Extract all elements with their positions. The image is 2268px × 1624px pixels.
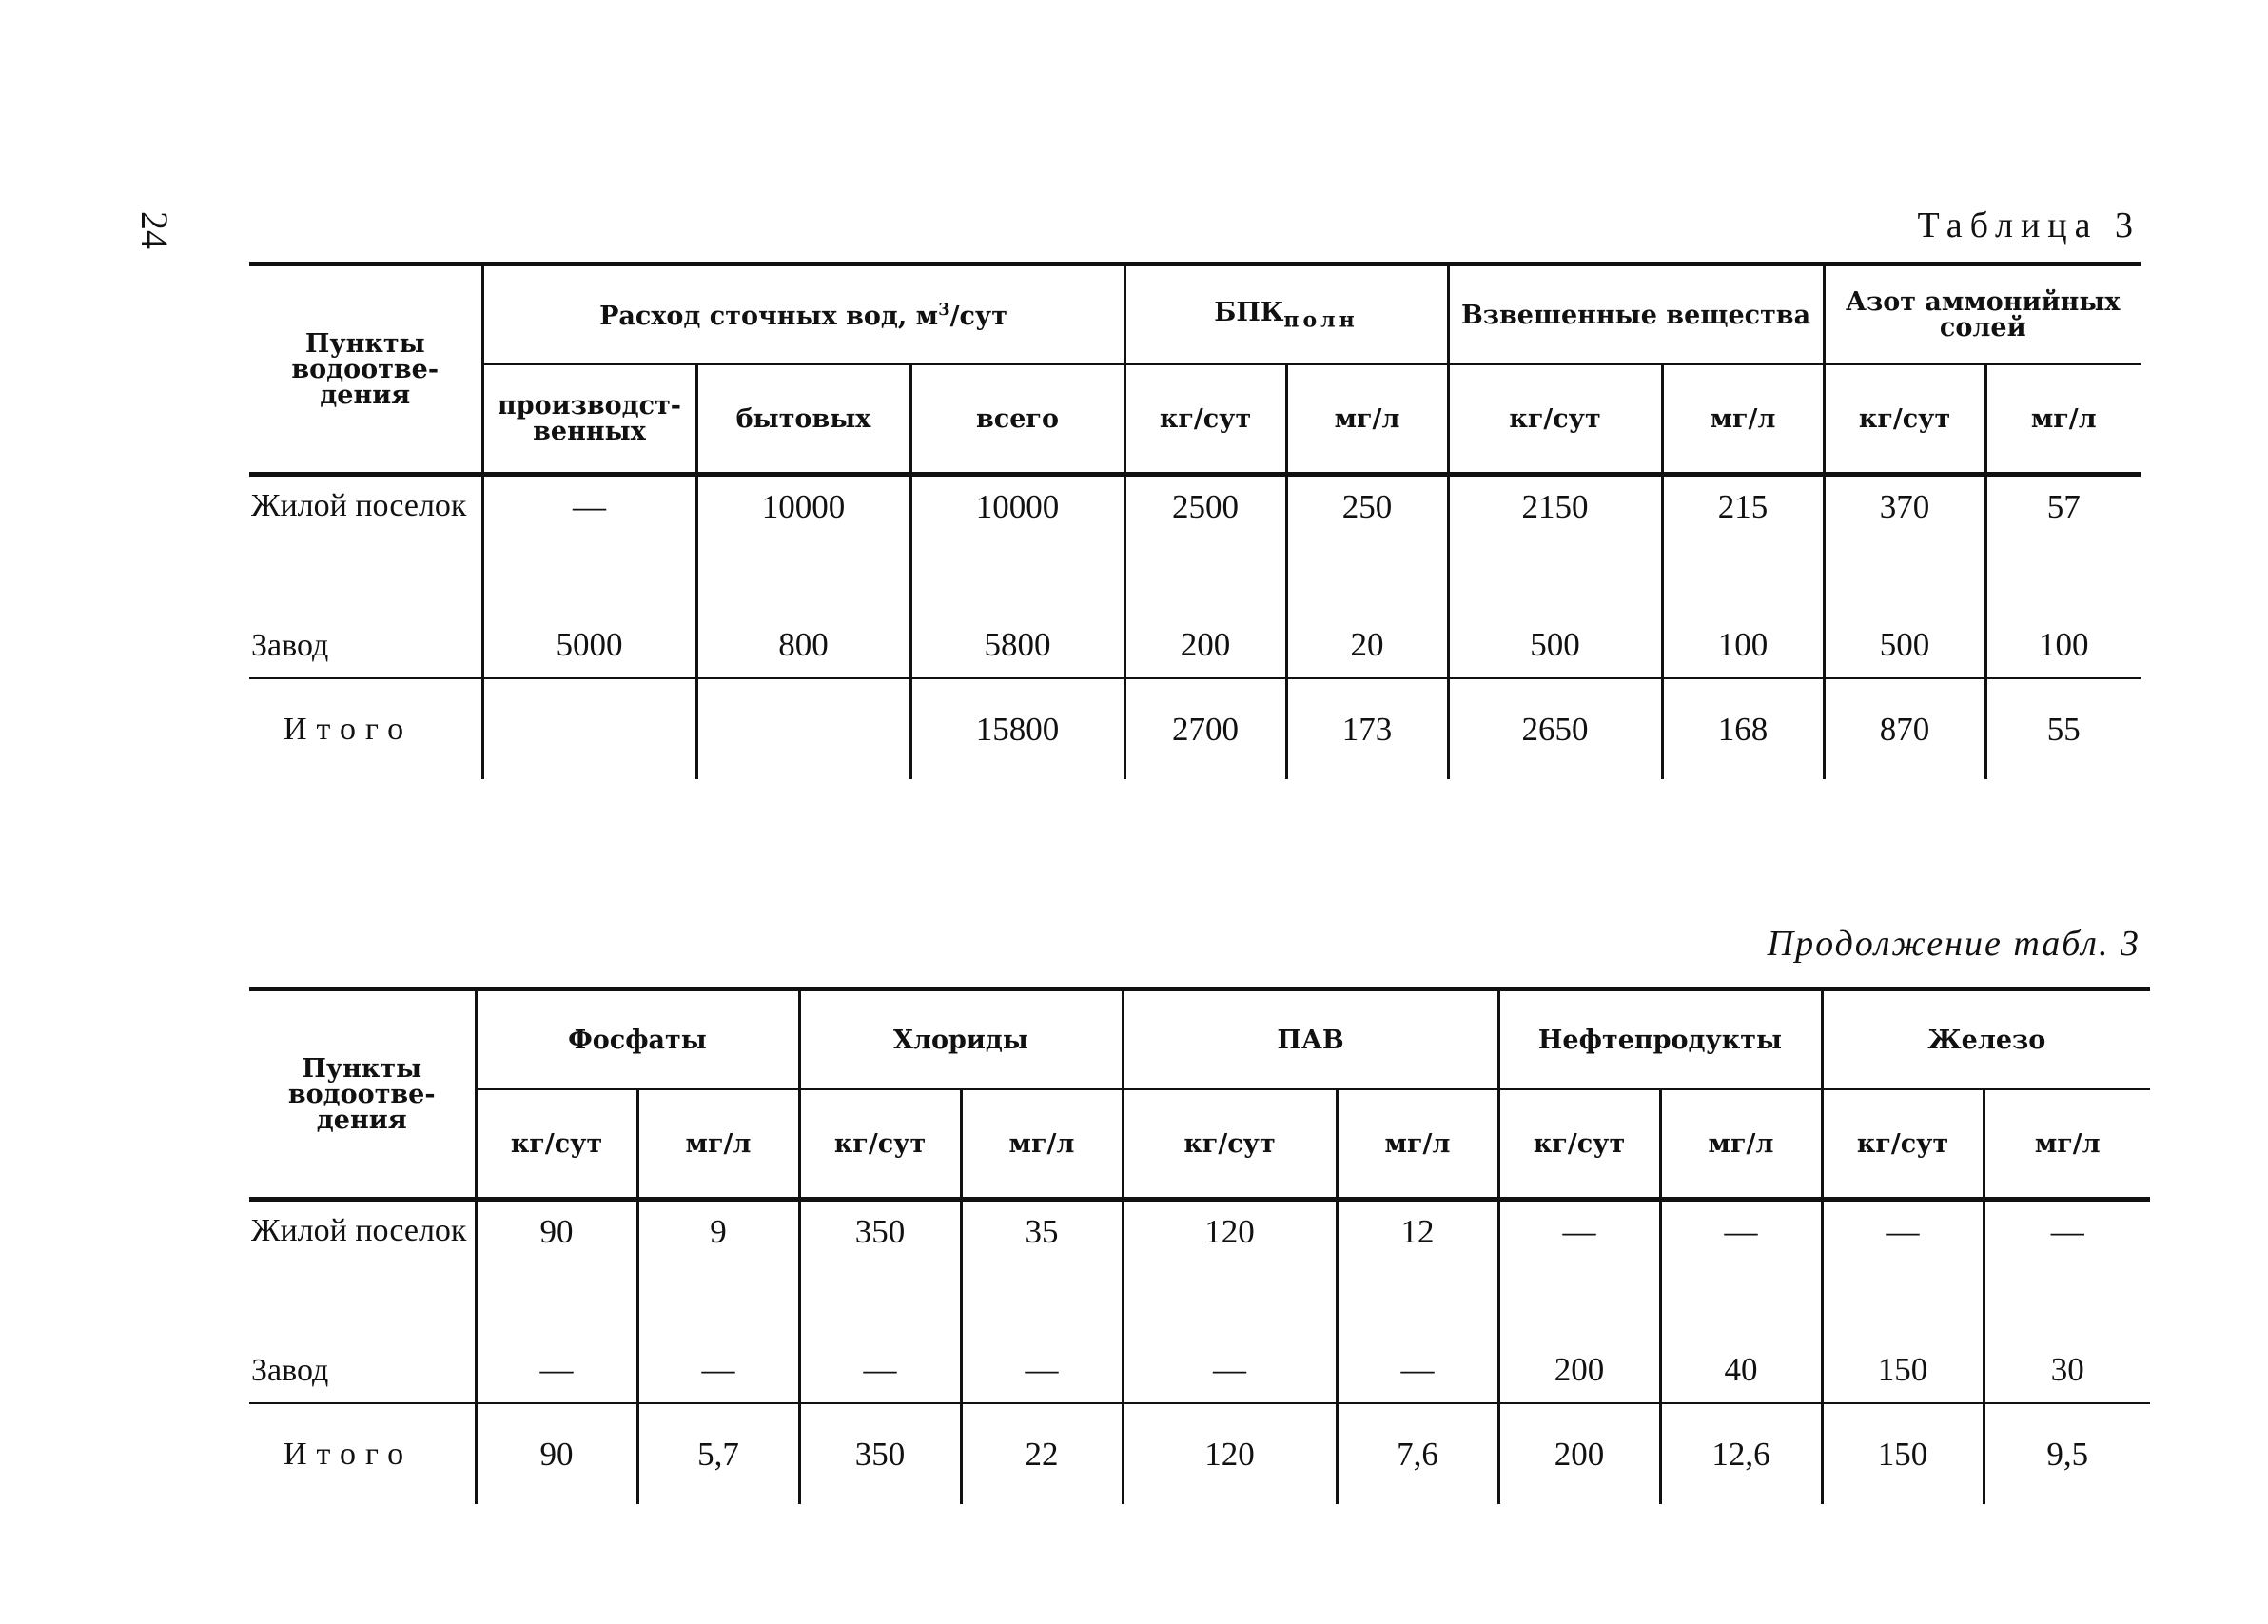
total-label: Итого xyxy=(249,678,482,779)
sub-header-domestic: бытовых xyxy=(696,364,910,475)
table-cell: 2650 xyxy=(1448,678,1662,779)
total-row xyxy=(249,1403,2150,1504)
sub-header-row xyxy=(249,1089,2150,1200)
group-header-phosphates: Фосфаты xyxy=(476,989,799,1090)
table-row xyxy=(249,597,2141,678)
table-cell: 150 xyxy=(1822,1403,1984,1504)
table-row xyxy=(249,1322,2150,1403)
row-label: Жилой поселок xyxy=(249,1200,476,1323)
table-caption: Таблица 3 xyxy=(1917,205,2141,245)
table-cell: 370 xyxy=(1824,475,1985,598)
sub-header-mg: мг/л xyxy=(1337,1089,1498,1200)
table-cell: 200 xyxy=(1124,597,1286,678)
table-cell: 12,6 xyxy=(1660,1403,1822,1504)
table-cell xyxy=(482,678,696,779)
group-header-suspended: Взвешенные вещества xyxy=(1448,264,1824,365)
table-cell: 2500 xyxy=(1124,475,1286,598)
sub-header-industrial: производст- венных xyxy=(482,364,696,475)
table-cell: 100 xyxy=(1985,597,2141,678)
table-cell: 30 xyxy=(1984,1322,2150,1403)
table-cell: 168 xyxy=(1662,678,1824,779)
table-cell: 200 xyxy=(1498,1322,1660,1403)
row-header: Пункты водоотве- дения xyxy=(287,1053,436,1135)
row-label: Жилой поселок xyxy=(249,475,482,598)
sub-header-kg: кг/сут xyxy=(799,1089,961,1200)
table-cell: 5000 xyxy=(482,597,696,678)
table-cell: — xyxy=(482,475,696,598)
page-number: 24 xyxy=(133,211,176,249)
sub-header-mg: мг/л xyxy=(1984,1089,2150,1200)
table-cell: 15800 xyxy=(910,678,1124,779)
table-cell: 10000 xyxy=(696,475,910,598)
sub-header-row xyxy=(249,364,2141,475)
table-cell: 22 xyxy=(961,1403,1123,1504)
table-cell: 7,6 xyxy=(1337,1403,1498,1504)
row-label: Завод xyxy=(251,628,329,663)
sub-header-mg: мг/л xyxy=(1985,364,2141,475)
wastewater-table xyxy=(249,262,2141,779)
sub-header-kg: кг/сут xyxy=(1123,1089,1337,1200)
table-cell: 800 xyxy=(696,597,910,678)
row-label: Завод xyxy=(251,1353,329,1388)
table-cell xyxy=(696,678,910,779)
group-header-flow: Расход сточных вод, $м^3$/сут xyxy=(482,264,1124,365)
table-cell: 500 xyxy=(1448,597,1662,678)
sub-header-total: всего xyxy=(910,364,1124,475)
table-cell: 350 xyxy=(799,1200,961,1323)
sub-header-kg: кг/сут xyxy=(1822,1089,1984,1200)
table-cell: 250 xyxy=(1286,475,1448,598)
group-header-ammonium: Азот аммонийных солей xyxy=(1824,264,2141,365)
table-cell: — xyxy=(1822,1200,1984,1323)
table-cell: 120 xyxy=(1123,1403,1337,1504)
sub-header-mg: мг/л xyxy=(1662,364,1824,475)
table-cell: 200 xyxy=(1498,1403,1660,1504)
table-cell: 9,5 xyxy=(1984,1403,2150,1504)
table-cell: 9 xyxy=(637,1200,799,1323)
table-cell: 35 xyxy=(961,1200,1123,1323)
sub-header-mg: мг/л xyxy=(637,1089,799,1200)
group-header-chlorides: Хлориды xyxy=(799,989,1123,1090)
table-cell: 2150 xyxy=(1448,475,1662,598)
table-cell: 12 xyxy=(1337,1200,1498,1323)
table-cell: 173 xyxy=(1286,678,1448,779)
group-header-row xyxy=(249,989,2150,1090)
group-header-oil-products: Нефтепродукты xyxy=(1498,989,1822,1090)
sub-header-mg: мг/л xyxy=(1660,1089,1822,1200)
table-cell: — xyxy=(1984,1200,2150,1323)
table-cell: 150 xyxy=(1822,1322,1984,1403)
sub-header-kg: кг/сут xyxy=(1498,1089,1660,1200)
sub-header-kg: кг/сут xyxy=(476,1089,637,1200)
pollutants-table xyxy=(249,987,2150,1504)
table-cell: — xyxy=(1660,1200,1822,1323)
table-cell: — xyxy=(961,1322,1123,1403)
table-cell: — xyxy=(637,1322,799,1403)
table-cell: 5,7 xyxy=(637,1403,799,1504)
table-cell: 90 xyxy=(476,1403,637,1504)
table-cell: 215 xyxy=(1662,475,1824,598)
group-header-surfactants: ПАВ xyxy=(1123,989,1498,1090)
table-cell: 20 xyxy=(1286,597,1448,678)
total-label: Итого xyxy=(249,1403,476,1504)
table-cell: 10000 xyxy=(910,475,1124,598)
group-header-row xyxy=(249,264,2141,365)
table-cell: — xyxy=(1337,1322,1498,1403)
sub-header-kg: кг/сут xyxy=(1448,364,1662,475)
table-cell: 40 xyxy=(1660,1322,1822,1403)
sub-header-kg: кг/сут xyxy=(1124,364,1286,475)
table-cell: — xyxy=(1123,1322,1337,1403)
table-cell: — xyxy=(476,1322,637,1403)
table-cell: 350 xyxy=(799,1403,961,1504)
table-cell: 100 xyxy=(1662,597,1824,678)
group-header-bod: $БПК_{полн}$ xyxy=(1124,264,1448,365)
row-header: Пункты водоотве- дения xyxy=(291,328,440,410)
table-row xyxy=(249,1200,2150,1323)
table-cell: — xyxy=(1498,1200,1660,1323)
table-cell: 870 xyxy=(1824,678,1985,779)
table-row xyxy=(249,475,2141,598)
table-cell: 120 xyxy=(1123,1200,1337,1323)
table-cell: 55 xyxy=(1985,678,2141,779)
table-cell: 500 xyxy=(1824,597,1985,678)
total-row xyxy=(249,678,2141,779)
continuation-caption: Продолжение табл. 3 xyxy=(1767,924,2141,964)
group-header-iron: Железо xyxy=(1822,989,2150,1090)
sub-header-kg: кг/сут xyxy=(1824,364,1985,475)
sub-header-mg: мг/л xyxy=(961,1089,1123,1200)
table-cell: — xyxy=(799,1322,961,1403)
table-cell: 2700 xyxy=(1124,678,1286,779)
sub-header-mg: мг/л xyxy=(1286,364,1448,475)
table-cell: 5800 xyxy=(910,597,1124,678)
table-cell: 57 xyxy=(1985,475,2141,598)
table-cell: 90 xyxy=(476,1200,637,1323)
